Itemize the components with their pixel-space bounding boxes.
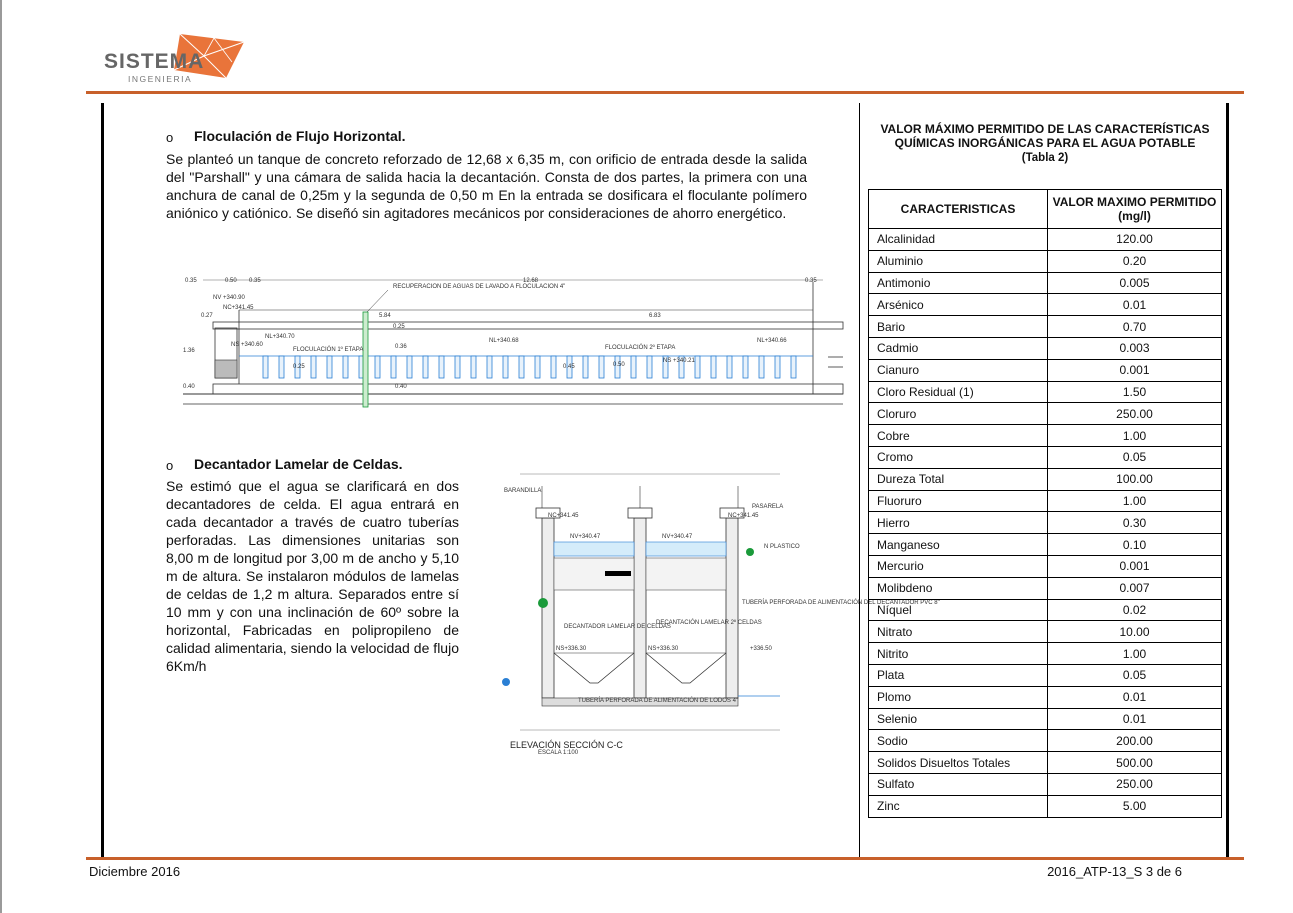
label-pasarela: PASARELA: [752, 504, 784, 510]
cell-valor: 500.00: [1048, 752, 1222, 774]
label-lamelar1: DECANTADOR LAMELAR DE CELDAS: [564, 624, 671, 630]
label-nc1: NC+341.45: [548, 513, 579, 519]
table-row: [869, 773, 1222, 795]
cell-valor: 1.00: [1048, 425, 1222, 447]
table-row: [869, 599, 1222, 621]
table-row: [869, 425, 1222, 447]
flocculation-section-drawing: [183, 272, 843, 410]
table-row: [869, 490, 1222, 512]
cell-caracteristica: Cloruro: [869, 403, 1048, 425]
cell-caracteristica: Selenio: [869, 708, 1048, 730]
section2-title: Decantador Lamelar de Celdas.: [194, 456, 403, 472]
table-row: [869, 730, 1222, 752]
table-row: [869, 664, 1222, 686]
table-header-row: [869, 190, 1222, 229]
cell-valor: 0.001: [1048, 555, 1222, 577]
table-row: [869, 686, 1222, 708]
label-nl1: NL+340.70: [265, 334, 295, 340]
table-subtitle: (Tabla 2): [1021, 152, 1069, 164]
label-nl2: NL+340.68: [489, 338, 519, 344]
dim-025b: 0.25: [293, 364, 305, 370]
footer-rule: [86, 857, 1244, 860]
table-row: [869, 359, 1222, 381]
footer-date: Diciembre 2016: [89, 864, 181, 879]
cell-caracteristica: Nitrito: [869, 643, 1048, 665]
cell-caracteristica: Arsénico: [869, 294, 1048, 316]
label-nplastico: N PLASTICO: [764, 544, 800, 550]
drawing2-scale: ESCALA 1:100: [538, 750, 579, 756]
label-n3: +336.50: [750, 646, 772, 652]
dim-040a: 0.40: [395, 384, 407, 390]
cell-valor: 0.007: [1048, 577, 1222, 599]
cell-caracteristica: Dureza Total: [869, 468, 1048, 490]
dim-035b: 0.35: [249, 278, 261, 284]
table-body: [869, 229, 1222, 818]
cell-valor: 0.02: [1048, 599, 1222, 621]
cell-caracteristica: Cromo: [869, 446, 1048, 468]
table-row: [869, 795, 1222, 817]
cell-valor: 0.003: [1048, 337, 1222, 359]
cell-valor: 10.00: [1048, 621, 1222, 643]
table-row: [869, 621, 1222, 643]
dim-035c: 0.35: [805, 278, 817, 284]
label-tub2: TUBERÍA PERFORADA DE ALIMENTACIÓN DE LODOS 4": [578, 698, 739, 704]
dim-683: 6.83: [649, 313, 661, 319]
cell-caracteristica: Nitrato: [869, 621, 1048, 643]
logo-subtitle: INGENIERIA: [128, 74, 193, 84]
table-row: [869, 555, 1222, 577]
label-ns2: NS+336.30: [648, 646, 679, 652]
cell-caracteristica: Cadmio: [869, 337, 1048, 359]
cell-valor: 0.005: [1048, 272, 1222, 294]
label-recuperacion: RECUPERACION DE AGUAS DE LAVADO A FLOCULACION 4": [393, 284, 566, 290]
table-row: [869, 381, 1222, 403]
cell-caracteristica: Molibdeno: [869, 577, 1048, 599]
dim-036: 0.36: [395, 344, 407, 350]
dim-050: 0.50: [225, 278, 237, 284]
label-floc2: FLOCULACIÓN 2º ETAPA: [605, 345, 676, 351]
table-row: [869, 468, 1222, 490]
label-tuberia: TUBERÍA PERFORADA DE ALIMENTACIÓN DEL DECANTADOR PVC 8": [742, 600, 940, 606]
label-nc2: NC+341.45: [728, 513, 759, 519]
cell-valor: 0.70: [1048, 316, 1222, 338]
cell-valor: 0.001: [1048, 359, 1222, 381]
cell-caracteristica: Manganeso: [869, 534, 1048, 556]
company-logo: [104, 34, 244, 86]
dim-040b: 0.40: [183, 384, 195, 390]
section1-title: Floculación de Flujo Horizontal.: [194, 128, 406, 144]
cell-caracteristica: Alcalinidad: [869, 229, 1048, 251]
cell-valor: 120.00: [1048, 229, 1222, 251]
table-row: [869, 512, 1222, 534]
dim-027: 0.27: [201, 313, 213, 319]
cell-valor: 0.05: [1048, 446, 1222, 468]
section2-body: Se estimó que el agua se clarificará en dos decantadores de celda. El agua entrará en cada decantador a través de cuatro tuberías perforadas. Las dimensiones unitarias son 8,00 m de longitud por 3,00 m de ancho y 5,10 m de altura. Se instalaron módulos de lamelas de celdas de 1,2 m altura. Separados entre sí 10 mm y con una inclinación de 60º sobre la horizontal, Fabricadas en polipropileno de calidad alimentaria, siendo la velocidad de flujo 6Km/h: [166, 478, 459, 674]
table-row: [869, 272, 1222, 294]
cell-valor: 100.00: [1048, 468, 1222, 490]
label-ns2: NS +340.21: [663, 358, 695, 364]
dim-584: 5.84: [379, 313, 391, 319]
table-row: [869, 752, 1222, 774]
table-row: [869, 229, 1222, 251]
dim-045: 0.45: [563, 364, 575, 370]
table-title: VALOR MÁXIMO PERMITIDO DE LAS CARACTERÍSTICAS QUÍMICAS INORGÁNICAS PARA EL AGUA POTABLE: [880, 122, 1210, 150]
cell-valor: 0.01: [1048, 294, 1222, 316]
cell-valor: 250.00: [1048, 403, 1222, 425]
label-lamelar2: DECANTACIÓN LAMELAR 2º CELDAS: [656, 620, 762, 626]
footer-page: 2016_ATP-13_S 3 de 6: [1047, 864, 1182, 879]
label-barandilla: BARANDILLA: [504, 488, 542, 494]
label-nl3: NL+340.66: [757, 338, 787, 344]
cell-caracteristica: Solidos Disueltos Totales: [869, 752, 1048, 774]
cell-caracteristica: Cloro Residual (1): [869, 381, 1048, 403]
label-nc: NC+341.45: [223, 305, 254, 311]
chem-limits-table: [868, 189, 1222, 818]
label-ns1: NS+336.30: [556, 646, 587, 652]
section1-bullet: o: [166, 130, 174, 145]
table-row: [869, 294, 1222, 316]
logo-text: SISTEMA: [104, 50, 205, 73]
cell-valor: 0.01: [1048, 708, 1222, 730]
label-ns1: NS +340.60: [231, 342, 263, 348]
table-row: [869, 534, 1222, 556]
dim-136: 1.36: [183, 348, 195, 354]
cell-caracteristica: Bario: [869, 316, 1048, 338]
table-row: [869, 577, 1222, 599]
cell-caracteristica: Cianuro: [869, 359, 1048, 381]
header-rule: [86, 91, 1244, 94]
cell-valor: 1.00: [1048, 490, 1222, 512]
dim-035a: 0.35: [185, 278, 197, 284]
cell-caracteristica: Hierro: [869, 512, 1048, 534]
column-divider: [859, 103, 860, 857]
table-row: [869, 316, 1222, 338]
label-nv2: NV+340.47: [662, 534, 693, 540]
cell-caracteristica: Antimonio: [869, 272, 1048, 294]
drawing2-caption: ELEVACIÓN SECCIÓN C-C: [510, 740, 623, 750]
label-floc1: FLOCULACIÓN 1º ETAPA: [293, 347, 364, 353]
cell-caracteristica: Fluoruro: [869, 490, 1048, 512]
dim-025a: 0.25: [393, 324, 405, 330]
cell-valor: 1.50: [1048, 381, 1222, 403]
table-row: [869, 250, 1222, 272]
cell-valor: 0.10: [1048, 534, 1222, 556]
table-row: [869, 708, 1222, 730]
cell-caracteristica: Zinc: [869, 795, 1048, 817]
table-row: [869, 643, 1222, 665]
cell-valor: 0.05: [1048, 664, 1222, 686]
section1-body: Se planteó un tanque de concreto reforzado de 12,68 x 6,35 m, con orificio de entrada desde la salida del "Parshall" y una cámara de salida hacia la decantación. Consta de dos partes, la primera con una anchura de canal de 0,25m y la segunda de 0,50 m En la entrada se dosificara el floculante polímero aniónico y catiónico. Se diseñó sin agitadores mecánicos por consideraciones de ahorro energético.: [166, 151, 807, 221]
page-edge: [0, 0, 2, 913]
cell-caracteristica: Aluminio: [869, 250, 1048, 272]
cell-caracteristica: Plata: [869, 664, 1048, 686]
dim-050b: 0.50: [613, 362, 625, 368]
cell-valor: 0.01: [1048, 686, 1222, 708]
cell-caracteristica: Plomo: [869, 686, 1048, 708]
dim-1268: 12.68: [523, 278, 539, 284]
col-header-caracteristicas: CARACTERISTICAS: [869, 190, 1048, 229]
col-header-valor: VALOR MAXIMO PERMITIDO (mg/l): [1048, 190, 1222, 229]
cell-valor: 200.00: [1048, 730, 1222, 752]
table-row: [869, 337, 1222, 359]
label-nv1: NV+340.47: [570, 534, 601, 540]
cell-valor: 0.20: [1048, 250, 1222, 272]
cell-caracteristica: Mercurio: [869, 555, 1048, 577]
section2-bullet: o: [166, 458, 174, 473]
cell-valor: 0.30: [1048, 512, 1222, 534]
cell-valor: 250.00: [1048, 773, 1222, 795]
table-row: [869, 446, 1222, 468]
cell-caracteristica: Sodio: [869, 730, 1048, 752]
cell-valor: 1.00: [1048, 643, 1222, 665]
cell-caracteristica: Sulfato: [869, 773, 1048, 795]
label-nv: NV +340.90: [213, 295, 245, 301]
table-row: [869, 403, 1222, 425]
cell-caracteristica: Cobre: [869, 425, 1048, 447]
cell-valor: 5.00: [1048, 795, 1222, 817]
cell-caracteristica: Níquel: [869, 599, 1048, 621]
